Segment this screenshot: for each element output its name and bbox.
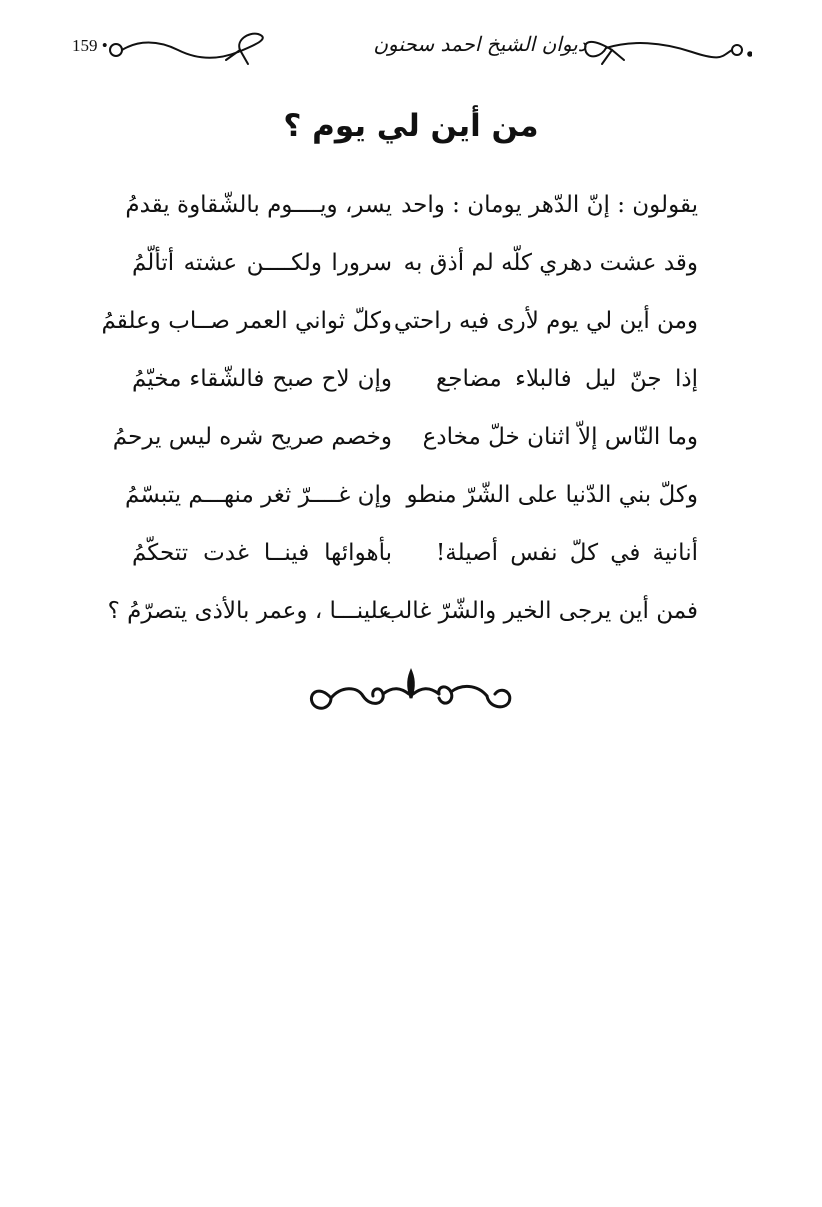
verse-5: [0, 418, 822, 476]
hemistich-first: وقد عشت دهري كلّه لم أذق به: [403, 250, 698, 276]
verse-3: [0, 302, 822, 360]
hemistich-second: علينـــا ، وعمر بالأذى يتصرّمُ ؟: [107, 598, 392, 624]
header-flourish-left-icon: [108, 30, 278, 70]
hemistich-first: إذا جنّ ليل فالبلاء مضاجع: [436, 366, 698, 392]
hemistich-second: وإن لاح صبح فالشّقاء مخيّمُ: [132, 366, 392, 392]
hemistich-second: سرورا ولكــــن عشته أتألّمُ: [132, 250, 392, 276]
verse-7: [0, 534, 822, 592]
closing-ornament-icon: [301, 664, 521, 724]
hemistich-second: وإن غــــرّ ثغر منهـــم يتبسّمُ: [125, 482, 392, 508]
running-header: [60, 28, 760, 68]
hemistich-first: فمن أين يرجى الخير والشّرّ غالب: [382, 598, 698, 624]
verse-6: [0, 476, 822, 534]
verse-8: [0, 592, 822, 650]
header-flourish-right-icon: [572, 30, 752, 70]
poem-title: من أين لي يوم ؟: [283, 108, 539, 144]
verses: [0, 186, 822, 650]
hemistich-second: يسر، ويــــوم بالشّقاوة يقدمُ: [125, 192, 392, 218]
hemistich-first: وما النّاس إلاّ اثنان خلّ مخادع: [422, 424, 698, 450]
hemistich-second: بأهوائها فينــا غدت تتحكّمُ: [132, 540, 392, 566]
verse-2: [0, 244, 822, 302]
verse-1: [0, 186, 822, 244]
page-number: 159 •: [72, 36, 108, 55]
hemistich-first: أنانية في كلّ نفس أصيلة!: [436, 540, 698, 566]
hemistich-first: وكلّ بني الدّنيا على الشّرّ منطو: [406, 482, 698, 508]
hemistich-second: وخصم صريح شره ليس يرحمُ: [112, 424, 392, 450]
hemistich-first: ومن أين لي يوم لأرى فيه راحتي: [393, 308, 698, 334]
verse-4: [0, 360, 822, 418]
hemistich-first: يقولون : إنّ الدّهر يومان : واحد: [401, 192, 698, 218]
running-title: ديوان الشيخ احمد سحنون: [373, 32, 587, 56]
hemistich-second: وكلّ ثواني العمر صــاب وعلقمُ: [101, 308, 392, 334]
